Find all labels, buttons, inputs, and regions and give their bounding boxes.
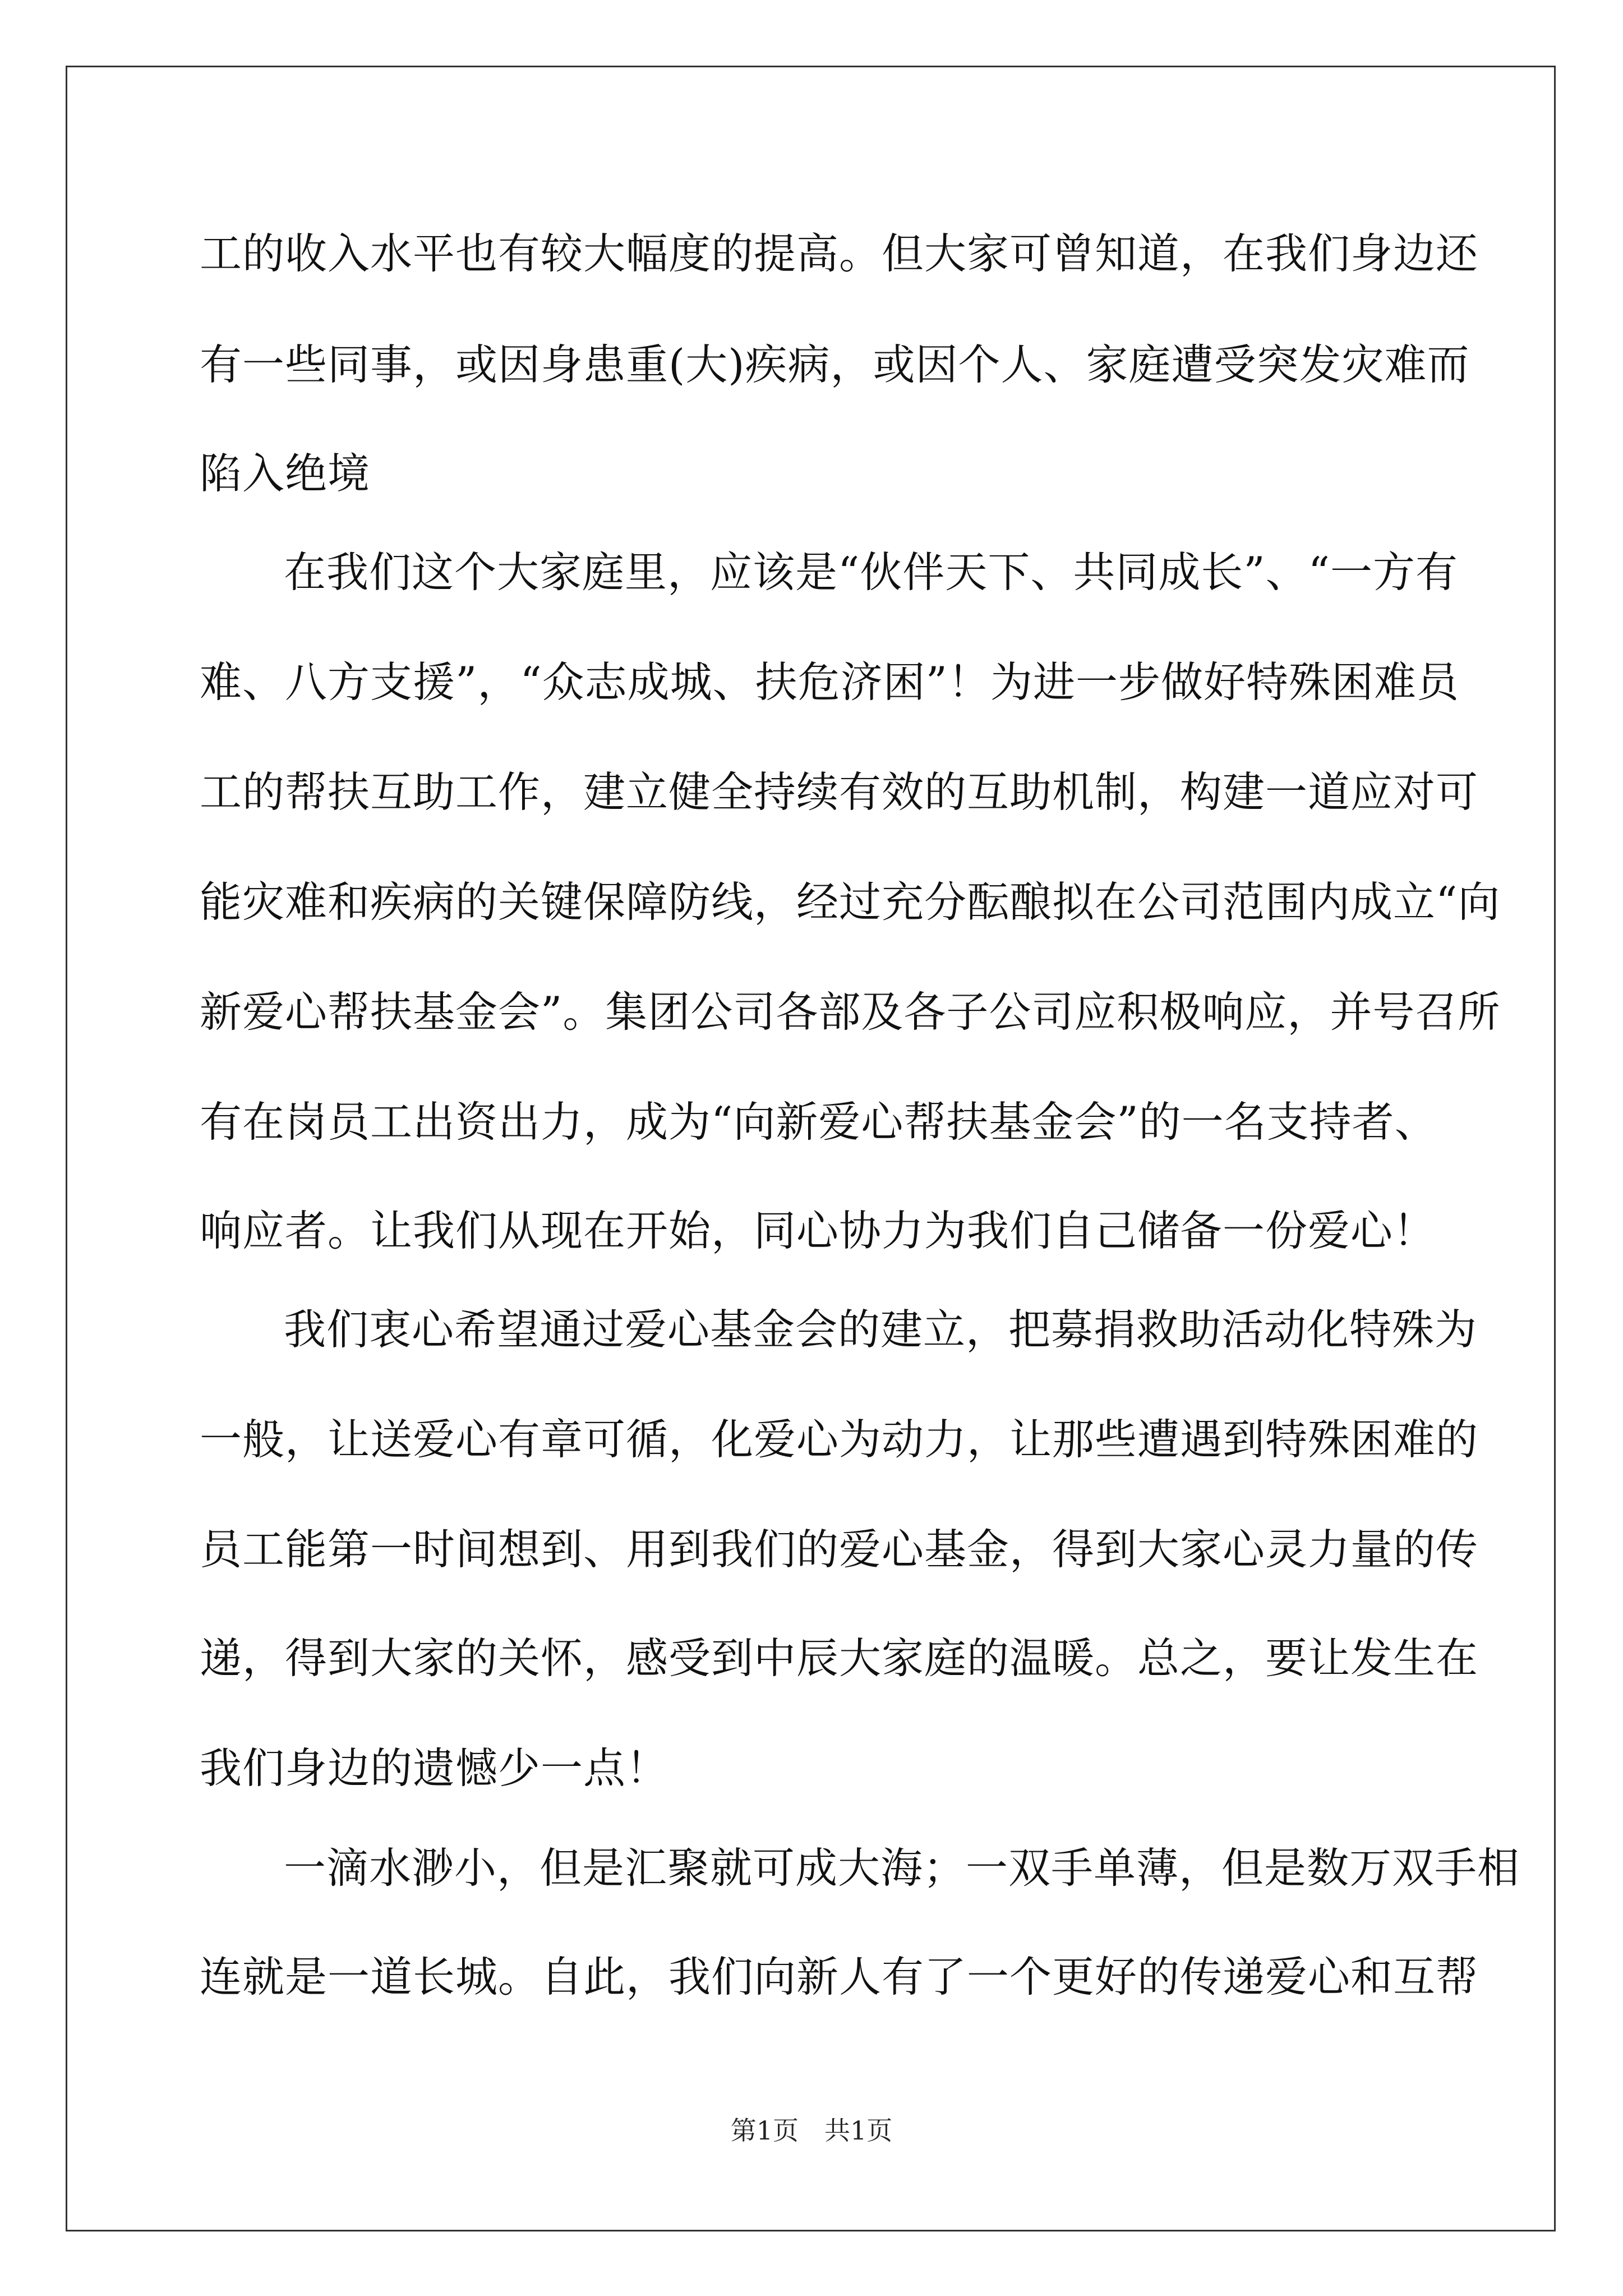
paragraph-line: 难、八方支援”，“众志成城、扶危济困”！为进一步做好特殊困难员 xyxy=(200,657,1460,707)
paragraph-line: 连就是一道长城。自此，我们向新人有了一个更好的传递爱心和互帮 xyxy=(200,1952,1479,2001)
paragraph-line: 能灾难和疾病的关键保障防线，经过充分酝酿拟在公司范围内成立“向 xyxy=(200,877,1501,927)
paragraph-line: 我们衷心希望通过爱心基金会的建立，把募捐救助活动化特殊为 xyxy=(284,1305,1478,1354)
paragraph-line: 递，得到大家的关怀，感受到中辰大家庭的温暖。总之，要让发生在 xyxy=(200,1634,1479,1683)
paragraph-line: 在我们这个大家庭里，应该是“伙伴天下、共同成长”、“一方有 xyxy=(284,547,1459,597)
paragraph-line: 一般，让送爱心有章可循，化爱心为动力，让那些遭遇到特殊困难的 xyxy=(200,1415,1479,1464)
paragraph-line: 一滴水渺小，但是汇聚就可成大海；一双手单薄，但是数万双手相 xyxy=(284,1843,1520,1893)
paragraph-line: 有在岗员工出资出力，成为“向新爱心帮扶基金会”的一名支持者、 xyxy=(200,1097,1437,1147)
paragraph-line: 员工能第一时间想到、用到我们的爱心基金，得到大家心灵力量的传 xyxy=(200,1525,1479,1574)
paragraph-line: 响应者。让我们从现在开始，同心协力为我们自己储备一份爱心！ xyxy=(200,1206,1436,1255)
page-number-footer: 第1页 共1页 xyxy=(730,2115,893,2146)
paragraph-line: 工的帮扶互助工作，建立健全持续有效的互助机制，构建一道应对可 xyxy=(200,767,1479,817)
paragraph-line: 工的收入水平也有较大幅度的提高。但大家可曾知道，在我们身边还 xyxy=(200,229,1479,278)
paragraph-line: 有一些同事，或因身患重(大)疾病，或因个人、家庭遭受突发灾难而 xyxy=(200,340,1470,389)
paragraph-line: 我们身边的遗憾少一点！ xyxy=(200,1743,669,1793)
paragraph-line: 陷入绝境 xyxy=(200,449,371,498)
paragraph-line: 新爱心帮扶基金会”。集团公司各部及各子公司应积极响应，并号召所 xyxy=(200,987,1501,1037)
